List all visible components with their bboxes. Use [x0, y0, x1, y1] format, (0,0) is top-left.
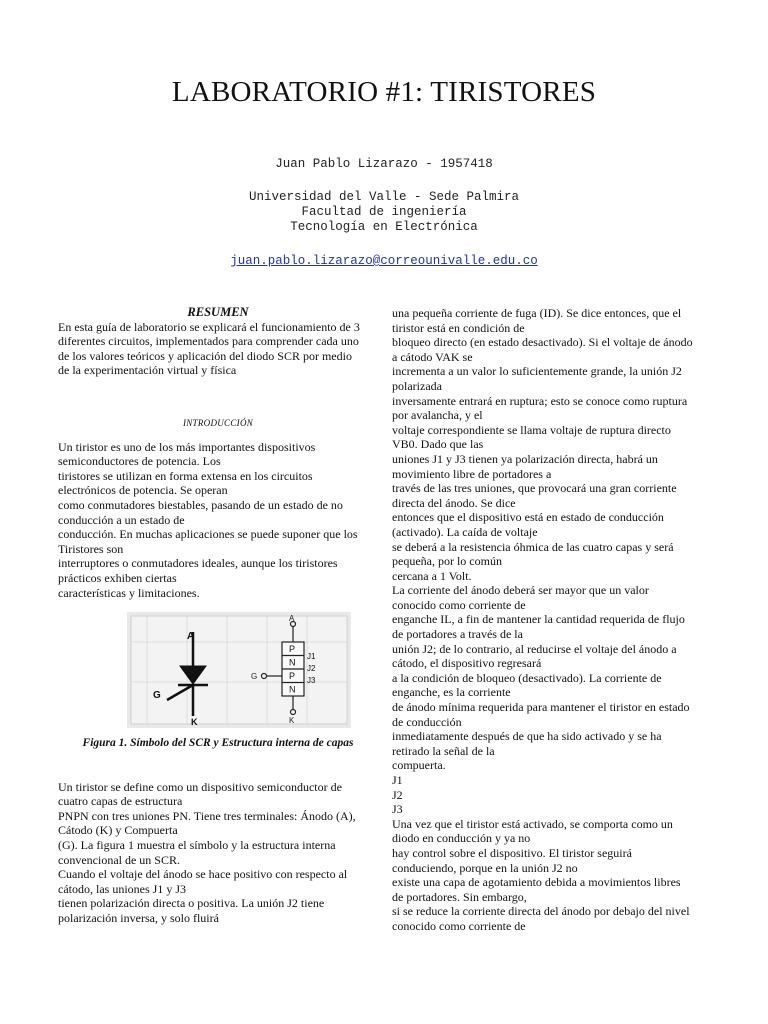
anode-label: A [187, 631, 195, 643]
text-line: En esta guía de laboratorio se explicará el funcionamiento de 3 [58, 319, 360, 334]
text-line: de los valores teóricos y aplicación del diodo SCR por medio [58, 348, 352, 363]
text-line: tienen polarización directa o positiva. La unión J2 tiene [58, 896, 325, 911]
text-line: conducción a un estado de [58, 512, 185, 527]
gate-label: G [153, 690, 161, 702]
text-line: conocido como corriente de [392, 597, 526, 612]
junction-j1: J1 [307, 652, 316, 662]
text-line: compuerta. [392, 758, 446, 773]
text-line: conducción. En muchas aplicaciones se puede suponer que los [58, 527, 358, 542]
text-line: polarizada [392, 378, 442, 393]
text-line: incrementa a un valor lo suficientemente grande, la unión J2 [392, 364, 682, 379]
text-line: J2 [392, 787, 403, 802]
text-line: si se reduce la corriente directa del ánodo por debajo del nivel [392, 904, 690, 919]
text-line: inmediatamente después de que ha sido activado y se ha [392, 729, 662, 744]
text-line: diodo en conducción y ya no [392, 831, 531, 846]
email-link[interactable]: juan.pablo.lizarazo@correounivalle.edu.co [230, 254, 538, 268]
text-line: Un tiristor se define como un dispositivo semiconductor de [58, 779, 342, 794]
text-line: pequeña, por lo común [392, 554, 502, 569]
text-line: semiconductores de potencia. Los [58, 454, 221, 469]
text-line: entonces que el dispositivo está en estado de conducción [392, 510, 664, 525]
text-line: una pequeña corriente de fuga (ID). Se dice entonces, que el [392, 306, 682, 320]
structure-cathode-label: K [289, 716, 295, 726]
page-title: LABORATORIO #1: TIRISTORES [171, 76, 597, 108]
introduccion-heading: INTRODUCCIÓN [182, 417, 254, 428]
author-line: Juan Pablo Lizarazo - 1957418 [275, 157, 493, 171]
text-line: polarización inversa, y solo fluirá [58, 911, 219, 926]
affiliation-faculty: Facultad de ingeniería [301, 205, 467, 219]
text-line: (G). La figura 1 muestra el símbolo y la estructura interna [58, 838, 336, 853]
left-body-text [58, 780, 378, 926]
layer-p2: P [289, 671, 296, 682]
text-line: La corriente del ánodo deberá ser mayor que un valor [392, 583, 649, 598]
text-line: existe una capa de agotamiento debida a movimientos libres [392, 875, 681, 890]
cathode-label: K [191, 717, 198, 728]
affiliation-block [0, 190, 768, 235]
text-line: PNPN con tres uniones PN. Tiene tres terminales: Ánodo (A), [58, 808, 356, 823]
text-line: como conmutadores biestables, pasando de un estado de no [58, 497, 343, 512]
text-line: de la experimentación virtual y física [58, 363, 237, 378]
text-line: través de las tres uniones, que provocará una gran corriente [392, 481, 677, 496]
text-line: se deberá a la resistencia óhmica de las cuatro capas y será [392, 539, 674, 554]
layer-p1: P [289, 644, 296, 655]
text-line: Tiristores son [58, 541, 124, 556]
text-line: bloqueo directo (en estado desactivado). Si el voltaje de ánodo [392, 335, 693, 350]
text-line: hay control sobre el dispositivo. El tiristor seguirá [392, 845, 632, 860]
text-line: tiristores se utilizan en forma extensa en los circuitos [58, 468, 313, 483]
text-line: Una vez que el tiristor está activado, se comporta como un [392, 816, 673, 831]
introduccion-text [58, 440, 378, 601]
scr-figure [127, 612, 351, 728]
text-line: enganche, es la corriente [392, 685, 511, 700]
junction-j2: J2 [307, 664, 316, 674]
text-line: J1 [392, 773, 403, 787]
text-line: convencional de un SCR. [58, 852, 180, 867]
text-line: voltaje correspondiente se llama voltaje de ruptura directo [392, 422, 671, 437]
resumen-heading: RESUMEN [187, 305, 249, 319]
text-line: prácticos exhiben ciertas [58, 570, 177, 585]
text-line: tiristor está en condición de [392, 320, 525, 335]
scr-diagram [127, 612, 351, 728]
text-line: retirado la señal de la [392, 743, 495, 758]
text-line: unión J2; de lo contrario, al reducirse el voltaje del ánodo a [392, 641, 677, 656]
text-line: electrónicos de potencia. Se operan [58, 483, 228, 498]
structure-gate-label: G [251, 672, 258, 682]
text-line: Un tiristor es uno de los más importantes dispositivos [58, 439, 316, 454]
text-line: conocido como corriente de [392, 918, 526, 933]
junction-j3: J3 [307, 676, 316, 686]
text-line: cátodo, las uniones J1 y J3 [58, 881, 186, 896]
text-line: de portadores. Sin embargo, [392, 889, 527, 904]
layer-n1: N [289, 657, 296, 668]
text-line: características y limitaciones. [58, 585, 200, 600]
text-line: de conducción [392, 714, 462, 729]
text-line: cuatro capas de estructura [58, 794, 183, 809]
text-line: cátodo, el dispositivo regresará [392, 656, 542, 671]
text-line: uniones J1 y J3 tienen ya polarización directa, habrá un [392, 451, 658, 466]
text-line: (activado). La caída de voltaje [392, 524, 538, 539]
text-line: Cuando el voltaje del ánodo se hace positivo con respecto al [58, 867, 348, 882]
affiliation-university: Universidad del Valle - Sede Palmira [248, 190, 520, 204]
figure-caption: Figura 1. Símbolo del SCR y Estructura interna de capas [82, 737, 354, 750]
right-column [392, 306, 722, 934]
text-line: a la condición de bloqueo (desactivado). La corriente de [392, 670, 662, 685]
text-line: por avalancha, y el [392, 408, 483, 423]
text-line: a cátodo VAK se [392, 349, 473, 364]
text-line: directa del ánodo. Se dice [392, 495, 516, 510]
text-line: de portadores a través de la [392, 627, 523, 642]
text-line: inversamente entrará en ruptura; esto se conoce como ruptura [392, 393, 688, 408]
resumen-text [58, 320, 378, 378]
text-line: diferentes circuitos, implementados para comprender cada uno [58, 334, 359, 349]
layer-n2: N [289, 684, 296, 695]
left-column [58, 305, 378, 926]
text-line: movimiento libre de portadores a [392, 466, 552, 481]
text-line: cercana a 1 Volt. [392, 568, 472, 583]
text-line: J3 [392, 802, 403, 817]
text-line: interruptores o conmutadores ideales, aunque los tiristores [58, 556, 338, 571]
text-line: Cátodo (K) y Compuerta [58, 823, 178, 838]
structure-anode-label: A [289, 614, 295, 624]
affiliation-program: Tecnología en Electrónica [290, 220, 478, 234]
text-line: de ánodo mínima requerida para mantener el tiristor en estado [392, 700, 690, 715]
text-line: enganche IL, a fin de mantener la cantidad requerida de flujo [392, 612, 685, 627]
text-line: conduciendo, porque en la unión J2 no [392, 860, 578, 875]
text-line: VB0. Dado que las [392, 437, 484, 452]
